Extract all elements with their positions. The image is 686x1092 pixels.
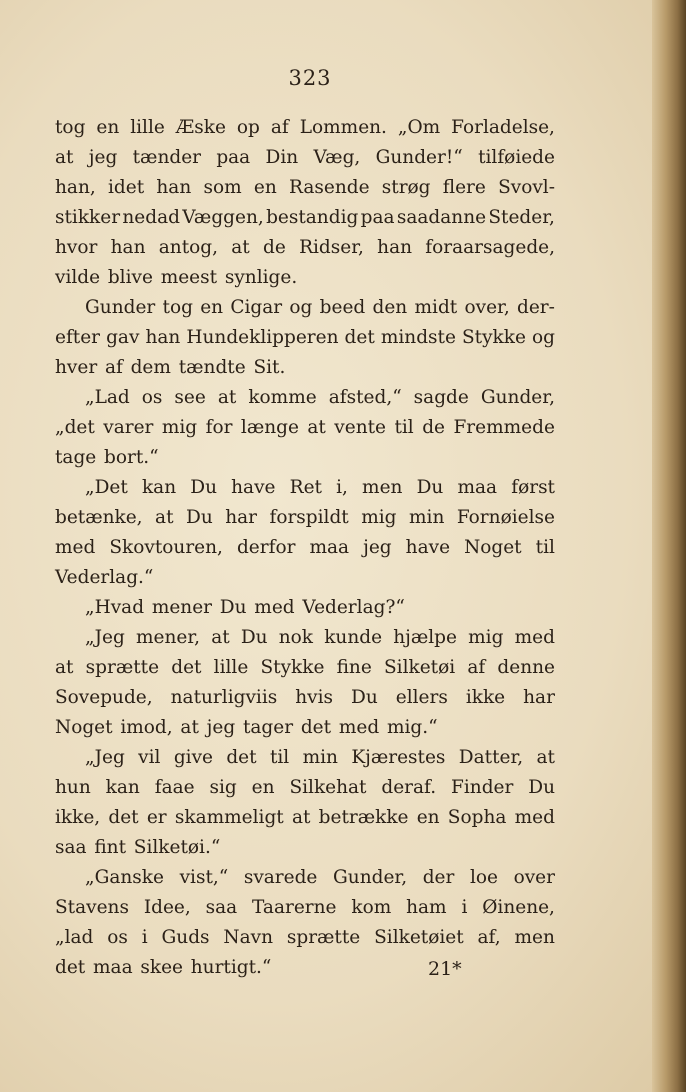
word: har — [225, 507, 257, 528]
word: ellers — [395, 687, 448, 708]
word: varer — [103, 417, 154, 438]
word: Hundeklipperen — [186, 327, 339, 348]
text-line — [55, 143, 555, 173]
word: med — [514, 627, 555, 648]
word: kan — [105, 777, 140, 798]
word: deraf. — [381, 777, 437, 798]
word: han — [110, 237, 146, 258]
word: Guds — [161, 927, 210, 948]
word: jeg — [88, 147, 118, 168]
word: gav — [106, 327, 140, 348]
word: Din — [265, 147, 299, 168]
word: Idee, — [143, 897, 191, 918]
body-text — [55, 113, 555, 983]
word: os — [141, 387, 163, 408]
text-line — [55, 503, 555, 533]
word: at — [217, 387, 237, 408]
word: er — [146, 807, 167, 828]
word: Væg, — [313, 147, 361, 168]
word: Æske — [175, 117, 226, 138]
word: Du — [528, 777, 555, 798]
word: af — [270, 117, 289, 138]
word: at — [55, 147, 74, 168]
text-line — [55, 653, 555, 683]
text-line — [55, 413, 555, 443]
word: Cigar — [230, 297, 283, 318]
word: at — [155, 507, 174, 528]
word: give — [173, 747, 213, 768]
word: „det — [55, 417, 95, 438]
word: saa — [205, 897, 238, 918]
word: Svovl- — [498, 177, 555, 198]
word: vist,“ — [179, 867, 229, 888]
word: Datter, — [458, 747, 524, 768]
word: foraarsagede, — [425, 237, 555, 258]
word: saadanne — [396, 207, 487, 228]
word: have — [405, 537, 451, 558]
word: ikke — [465, 687, 506, 708]
word: „Ganske — [85, 867, 164, 888]
word: efter — [55, 327, 101, 348]
word: loe — [469, 867, 498, 888]
text-line — [55, 443, 555, 473]
text-line — [55, 713, 555, 743]
word: Stykke — [260, 657, 325, 678]
word: min — [302, 747, 338, 768]
word: meest — [160, 267, 218, 288]
word: af, — [477, 927, 501, 948]
word: hjælpe — [393, 627, 457, 648]
word: at — [536, 747, 555, 768]
word: mig.“ — [386, 717, 438, 738]
word: see — [174, 387, 206, 408]
word: men — [362, 477, 403, 498]
word: tog — [162, 297, 193, 318]
word: der- — [517, 297, 555, 318]
word: det — [226, 747, 257, 768]
word: ikke, — [55, 807, 101, 828]
word: at — [291, 807, 311, 828]
word: idet — [107, 177, 145, 198]
word: han — [145, 327, 181, 348]
word: Sit. — [253, 357, 286, 378]
word: det — [108, 807, 139, 828]
word: Steder, — [488, 207, 555, 228]
word: hurtigt.“ — [190, 957, 272, 978]
word: at — [231, 237, 250, 258]
word: en — [416, 807, 440, 828]
word: tager — [242, 717, 294, 738]
word: mig — [161, 417, 198, 438]
word: med — [338, 717, 380, 738]
word: kom — [351, 897, 392, 918]
word: en — [251, 777, 275, 798]
word: komme — [248, 387, 317, 408]
word: at — [211, 627, 230, 648]
word: derfor — [236, 537, 296, 558]
word: til — [535, 537, 555, 558]
word: „Det — [85, 477, 128, 498]
word: beed — [319, 297, 366, 318]
text-line — [55, 683, 555, 713]
word: flere — [442, 177, 486, 198]
word: med — [254, 597, 295, 618]
word: denne — [497, 657, 555, 678]
word: Du — [219, 597, 247, 618]
word: Gunder, — [480, 387, 555, 408]
word: vil — [138, 747, 161, 768]
word: Vederlag?“ — [302, 597, 405, 618]
word: sprætte — [85, 657, 160, 678]
word: tage — [55, 447, 97, 468]
word: forspildt — [269, 507, 349, 528]
word: over — [513, 867, 555, 888]
word: mener — [151, 597, 213, 618]
text-line — [55, 623, 555, 653]
word: mig — [361, 507, 397, 528]
text-line — [55, 173, 555, 203]
word: Væggen, — [182, 207, 264, 228]
word: „lad — [55, 927, 94, 948]
word: at — [55, 657, 74, 678]
word: skammeligt — [174, 807, 284, 828]
page-number: 323 — [288, 66, 332, 90]
word: fint — [94, 837, 127, 858]
word: og — [531, 327, 555, 348]
word: i — [461, 897, 468, 918]
word: imod, — [120, 717, 173, 738]
word: en — [200, 297, 224, 318]
word: Gunder!“ — [375, 147, 463, 168]
word: Silkehat — [289, 777, 367, 798]
text-line — [55, 473, 555, 503]
word: dem — [130, 357, 171, 378]
word: nedad — [122, 207, 180, 228]
word: mig — [468, 627, 504, 648]
word: Silketøiet — [374, 927, 464, 948]
word: han — [377, 237, 413, 258]
word: den — [372, 297, 408, 318]
word: faae — [154, 777, 195, 798]
word: kunde — [324, 627, 383, 648]
word: tilføiede — [478, 147, 555, 168]
text-line — [55, 953, 555, 983]
text-line — [55, 203, 555, 233]
word: det — [55, 957, 86, 978]
word: har — [523, 687, 555, 708]
word: „Om — [397, 117, 441, 138]
word: Forladelse, — [451, 117, 555, 138]
word: i, — [336, 477, 348, 498]
word: antog, — [158, 237, 218, 258]
word: svarede — [243, 867, 318, 888]
word: maa — [93, 957, 133, 978]
word: paa — [360, 207, 395, 228]
word: af — [104, 357, 123, 378]
word: af — [467, 657, 486, 678]
word: tændte — [178, 357, 246, 378]
word: lille — [213, 657, 249, 678]
word: Du — [416, 477, 444, 498]
word: stikker — [55, 207, 121, 228]
word: med — [514, 807, 555, 828]
word: det — [300, 717, 332, 738]
word: Du — [240, 627, 268, 648]
word: betrække — [318, 807, 409, 828]
word: hvis — [295, 687, 334, 708]
word: midt — [414, 297, 458, 318]
word: at — [180, 717, 199, 738]
text-line — [55, 293, 555, 323]
text-line — [55, 263, 555, 293]
word: og — [289, 297, 313, 318]
word: længe — [240, 417, 299, 438]
word: Du — [190, 477, 217, 498]
word: Fornøielse — [456, 507, 555, 528]
word: Rasende — [289, 177, 370, 198]
word: mindste — [380, 327, 456, 348]
word: at — [307, 417, 326, 438]
text-line — [55, 803, 555, 833]
word: nok — [278, 627, 314, 648]
word: Fremmede — [453, 417, 555, 438]
word: sprætte — [286, 927, 361, 948]
word: men — [514, 927, 555, 948]
text-line — [55, 563, 555, 593]
word: Taarerne — [252, 897, 337, 918]
word: de — [263, 237, 286, 258]
word: Sopha — [447, 807, 507, 828]
word: min — [409, 507, 445, 528]
word: til — [394, 417, 414, 438]
word: Kjærestes — [351, 747, 446, 768]
word: med — [55, 537, 96, 558]
text-line — [55, 773, 555, 803]
word: til — [269, 747, 290, 768]
word: en — [96, 117, 120, 138]
word: synlige. — [224, 267, 298, 288]
word: han — [156, 177, 192, 198]
word: have — [231, 477, 276, 498]
word: Gunder — [85, 297, 156, 318]
word: en — [253, 177, 277, 198]
word: han, — [55, 177, 96, 198]
word: skee — [140, 957, 183, 978]
word: for — [205, 417, 233, 438]
word: Silketøi — [383, 657, 456, 678]
word: Øinene, — [482, 897, 555, 918]
word: Vederlag.“ — [55, 567, 154, 588]
word: kan — [141, 477, 177, 498]
page-gutter-edge — [652, 0, 686, 1092]
word: ham — [406, 897, 447, 918]
word: det — [171, 657, 202, 678]
word: det — [344, 327, 375, 348]
word: hvor — [55, 237, 98, 258]
word: maa — [309, 537, 350, 558]
text-line — [55, 863, 555, 893]
word: Stavens — [55, 897, 129, 918]
word: hun — [55, 777, 91, 798]
word: tænder — [132, 147, 201, 168]
word: „Lad — [85, 387, 130, 408]
word: strøg — [381, 177, 431, 198]
word: blive — [107, 267, 153, 288]
word: saa — [55, 837, 87, 858]
text-line — [55, 353, 555, 383]
word: Noget — [55, 717, 113, 738]
text-line — [55, 323, 555, 353]
word: „Jeg — [85, 747, 125, 768]
word: hver — [55, 357, 98, 378]
word: der — [422, 867, 455, 888]
text-line — [55, 893, 555, 923]
word: Ret — [289, 477, 322, 498]
word: jeg — [363, 537, 392, 558]
word: vente — [334, 417, 386, 438]
word: vilde — [55, 267, 101, 288]
text-line — [55, 383, 555, 413]
word: bestandig — [266, 207, 359, 228]
word: maa — [457, 477, 498, 498]
word: jeg — [206, 717, 236, 738]
word: i — [141, 927, 148, 948]
word: Finder — [451, 777, 514, 798]
text-line — [55, 743, 555, 773]
word: tog — [55, 117, 86, 138]
word: paa — [216, 147, 251, 168]
text-line — [55, 113, 555, 143]
text-line — [55, 233, 555, 263]
word: mener, — [135, 627, 201, 648]
word: os — [107, 927, 128, 948]
word: Silketøi.“ — [133, 837, 221, 858]
word: bort.“ — [104, 447, 159, 468]
word: Du — [351, 687, 378, 708]
word: sig — [209, 777, 237, 798]
word: som — [203, 177, 242, 198]
word: Navn — [223, 927, 273, 948]
word: de — [422, 417, 445, 438]
word: op — [236, 117, 260, 138]
word: Lommen. — [299, 117, 387, 138]
signature-mark: 21* — [428, 958, 462, 980]
word: Skovtouren, — [109, 537, 223, 558]
text-line — [55, 533, 555, 563]
text-line — [55, 923, 555, 953]
word: „Jeg — [85, 627, 125, 648]
word: over, — [464, 297, 510, 318]
text-line — [55, 593, 555, 623]
word: Sovepude, — [55, 687, 153, 708]
word: først — [511, 477, 555, 498]
word: sagde — [413, 387, 469, 408]
word: Stykke — [461, 327, 526, 348]
word: afsted,“ — [328, 387, 402, 408]
word: Noget — [464, 537, 522, 558]
word: betænke, — [55, 507, 143, 528]
word: Ridser, — [299, 237, 364, 258]
text-line — [55, 833, 555, 863]
word: „Hvad — [85, 597, 145, 618]
word: fine — [336, 657, 372, 678]
word: lille — [130, 117, 165, 138]
word: naturligviis — [170, 687, 278, 708]
word: Du — [185, 507, 213, 528]
word: Gunder, — [333, 867, 408, 888]
